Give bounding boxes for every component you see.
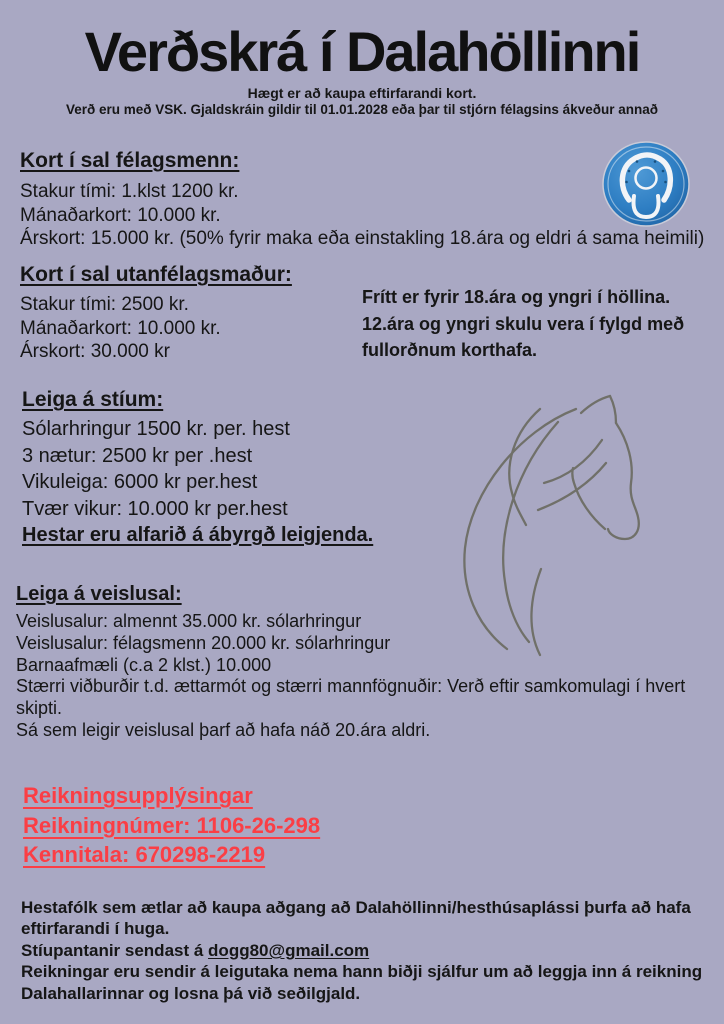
footer-invoice-line: Reikningar eru sendir á leigutaka nema hann biðji sjálfur um að leggja inn á reikning Dalahallarinnar og losna þá við seðilgjald. [21, 962, 703, 1003]
price-line: Mánaðarkort: 10.000 kr. [20, 317, 221, 339]
price-line: Barnaafmæli (c.a 2 klst.) 10.000 [16, 654, 272, 675]
notice-line: Frítt er fyrir 18.ára og yngri í höllina. [362, 287, 671, 307]
email-link[interactable]: dogg80@gmail.com [208, 940, 370, 960]
section-hall-rental [16, 582, 716, 742]
billing-info-block [23, 781, 523, 870]
section-stall-rental [22, 387, 472, 549]
price-line: Mánaðarkort: 10.000 kr. [20, 204, 221, 226]
price-line: Árskort: 30.000 kr [20, 341, 170, 362]
page-title: Verðskrá í Dalahöllinni [84, 20, 640, 83]
billing-account-number: Reikningnúmer: 1106-26-298 [23, 812, 321, 838]
price-line: Tvær vikur: 10.000 kr per.hest [22, 497, 288, 520]
section-heading: Kort í sal utanfélagsmaður: [20, 263, 292, 286]
price-line: 3 nætur: 2500 kr per .hest [22, 444, 253, 467]
footer-intro-line: Hestafólk sem ætlar að kaupa aðgang að Dalahöllinni/hesthúsaplássi þurfa að hafa eftirfarandi í huga. [21, 898, 691, 939]
price-line: Stærri viðburðir t.d. ættarmót og stærri mannfögnuðir: Verð eftir samkomulagi í hvert skipti. [16, 676, 691, 719]
footer-email-prefix: Stíupantanir sendast á [21, 940, 209, 960]
price-line: Veislusalur: félagsmenn 20.000 kr. sólarhringur [16, 632, 391, 653]
section-heading: Kort í sal félagsmenn: [20, 149, 240, 172]
price-line: Sá sem leigir veislusal þarf að hafa náð 20.ára aldri. [16, 719, 431, 740]
notice-line: 12.ára og yngri skulu vera í fylgd með [362, 313, 685, 334]
subtitle-line-2: Verð eru með VSK. Gjaldskráin gildir til 01.01.2028 eða þar til stjórn félagsins ákveður annað [66, 102, 658, 117]
price-line: Sólarhringur 1500 kr. per. hest [22, 418, 290, 440]
free-admission-notice [362, 284, 714, 364]
stall-responsibility-note: Hestar eru alfarið á ábyrgð leigjenda. [22, 524, 374, 546]
billing-heading: Reikningsupplýsingar [23, 783, 253, 808]
section-heading: Leiga á stíum: [22, 388, 164, 411]
footer-stall-booking-line [21, 940, 709, 961]
subtitle-line-1: Hægt er að kaupa eftirfarandi kort. [247, 85, 477, 101]
section-heading: Leiga á veislusal: [16, 583, 182, 605]
footer-notes [21, 897, 709, 1004]
price-line: Stakur tími: 2500 kr. [20, 294, 189, 315]
notice-line: fullorðnum korthafa. [362, 340, 537, 360]
section-member-cards [20, 148, 710, 251]
price-line: Stakur tími: 1.klst 1200 kr. [20, 181, 239, 202]
price-line: Árskort: 15.000 kr. (50% fyrir maka eða einstakling 18.ára og eldri á sama heimili) [20, 228, 705, 249]
price-line: Veislusalur: almennt 35.000 kr. sólarhringur [16, 611, 362, 631]
price-line: Vikuleiga: 6000 kr per.hest [22, 471, 258, 493]
section-nonmember-cards [20, 262, 360, 364]
billing-national-id: Kennitala: 670298-2219 [23, 842, 266, 867]
